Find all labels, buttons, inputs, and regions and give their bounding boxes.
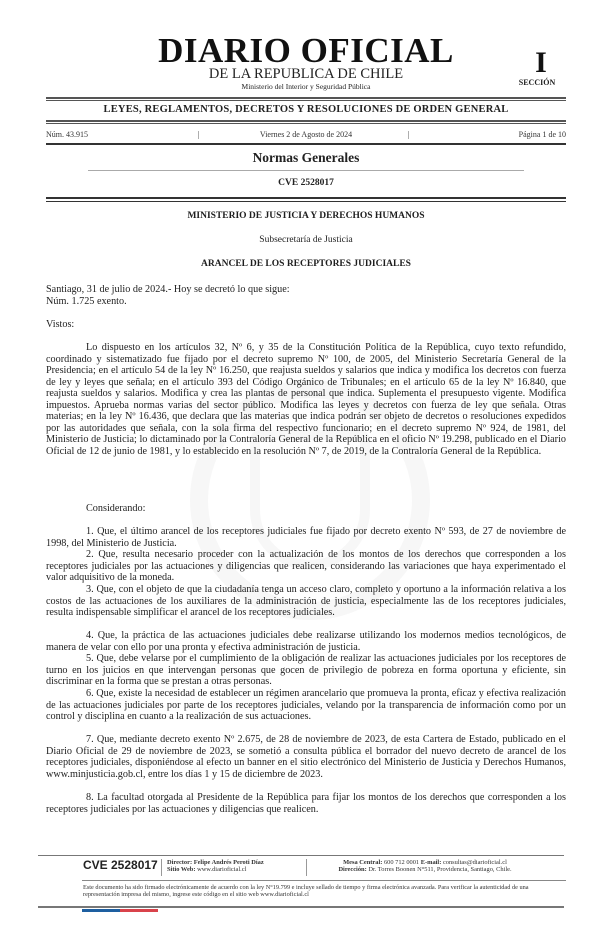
masthead-rule-2 — [46, 100, 566, 101]
web-label: Sitio Web: — [167, 866, 196, 873]
decree-number: Núm. 1.725 exento. — [46, 295, 127, 307]
vistos-text: Lo dispuesto en los artículos 32, Nº 6, y 35 de la Constitución Política de la República, cuyo texto refundido, coordinado y sistematizado fue fijado por el decreto supremo Nº 100, de 2005, del Ministerio Secretaría General de la Presidencia; en el artículo 54 de la ley Nº 16.250, que reajusta sueldos y salarios que indica y modifica los decretos con fuerza de ley y leyes que señala; en el artículo 393 del Código Orgánico de Tribunales; en el artículo 65 de la ley Nº 16.840, que reajusta sueldos y salarios. Modifica y crea las plantas de personal que indica. Suplementa el presupuesto vigente. Modifica impuestos. Aprueba normas varias del sector público. Modifica las leyes y decretos con fuerza de ley que señala. Otras materias; en la ley Nº 16.436, que declara que las materias que indica podrán ser objeto de decretos o resoluciones expedidos por las autoridades que señala, con la sola firma del respectivo funcionario; en el decreto supremo Nº 924, de 1981, del Ministerio de Justicia; lo dictaminado por la Contraloría General de la República en el oficio Nº 19.298, publicado en el Diario Oficial de 12 de junio de 1981, y lo establecido en la resolución Nº 7, de 2019, de la Contraloría General de la República. — [46, 342, 566, 457]
email-label: E-mail: — [420, 859, 442, 866]
band-rule-1 — [46, 120, 566, 122]
footer-director-block — [167, 859, 264, 873]
band-label: LEYES, REGLAMENTOS, DECRETOS Y RESOLUCIONES DE ORDEN GENERAL — [103, 104, 509, 115]
publication-title: DIARIO OFICIAL — [158, 31, 454, 70]
considerando-item: 6. Que, existe la necesidad de establecer un régimen arancelario que promueva la pronta, eficaz y efectiva realización de las actuaciones judiciales por parte de los receptores judiciales, velando por la transparencia de información como por un control y disciplina en cuanto a la realización de sus actuaciones. — [46, 688, 566, 723]
footer-separator — [306, 859, 307, 876]
header-rule-2 — [46, 201, 566, 203]
meta-separator: | — [408, 130, 410, 139]
section-numeral: I — [535, 46, 547, 79]
section-heading: Normas Generales — [252, 150, 360, 165]
considerando-item: 7. Que, mediante decreto exento Nº 2.675, de 28 de noviembre de 2023, de esta Cartera de Estado, publicado en el Diario Oficial de 29 de noviembre de 2023, se sometió a consulta pública el borrador del nuevo decreto de arancel de los receptores judiciales, disponiéndose al efecto un banner en el sitio electrónico del Ministerio de Justicia y Derechos Humanos, www.minjusticia.gob.cl, entre los días 1 y 15 de diciembre de 2023. — [46, 734, 566, 780]
considerando-item: 3. Que, con el objeto de que la ciudadanía tenga un acceso claro, completo y oportuno a la información relativa a los costos de las actuaciones de los auxiliares de la administración de justicia, especialmente las de los receptores judiciales, resulta indispensable simplificar el arancel de los receptores judiciales. — [46, 584, 566, 619]
address-label: Dirección: — [338, 866, 367, 873]
director-label: Director: — [167, 859, 193, 866]
footer-rule-bottom — [38, 906, 564, 908]
considerando-label: Considerando: — [86, 503, 146, 514]
footer-separator — [161, 859, 162, 876]
section-divider — [88, 170, 524, 171]
vistos-label: Vistos: — [46, 319, 75, 330]
cve-code: CVE 2528017 — [278, 178, 334, 188]
considerando-item: 5. Que, debe velarse por el cumplimiento de la obligación de realizar las actuaciones judiciales por los receptores de turno en los juicios en que intervengan personas que gocen de privilegio de pobreza en forma oportuna y eficiente, sin discriminar en la forma que se prestan a otras personas. — [46, 653, 566, 688]
issue-meta-row — [46, 129, 566, 141]
director-name: Felipe Andrés Peroti Díaz — [193, 859, 264, 866]
footer-rule-mid — [82, 880, 566, 881]
email-link[interactable]: consultas@diarioficial.cl — [442, 859, 507, 866]
publication-subtitle: DE LA REPUBLICA DE CHILE — [208, 66, 404, 82]
mesa-phone: 600 712 0001 — [383, 859, 420, 866]
considerando-item: 2. Que, resulta necesario proceder con la actualización de los montos de los derechos que corresponden a los receptores judiciales por las actuaciones y diligencias que realicen, considerando las variaciones que haya experimentado el valor adquisitivo de la moneda. — [46, 549, 566, 584]
web-link[interactable]: www.diarioficial.cl — [197, 866, 247, 873]
footer-cve-code: CVE 2528017 — [83, 858, 158, 872]
issue-number: Núm. 43.915 — [46, 130, 88, 139]
issuing-ministry: MINISTERIO DE JUSTICIA Y DERECHOS HUMANOS — [187, 211, 425, 221]
mesa-label: Mesa Central: — [343, 859, 383, 866]
considerando-item: 1. Que, el último arancel de los receptores judiciales fue fijado por decreto exento Nº 593, de 27 de noviembre de 1998, del Ministerio de Justicia. — [46, 526, 566, 549]
meta-rule — [46, 143, 566, 145]
footer-rule-top — [38, 855, 564, 856]
considerando-item: 4. Que, la práctica de las actuaciones judiciales debe realizarse utilizando los modernos medios tecnológicos, de manera de velar con ello por una pronta y efectiva administración de justicia. — [46, 630, 566, 653]
masthead-rule-1 — [46, 97, 566, 99]
document-title: ARANCEL DE LOS RECEPTORES JUDICIALES — [201, 259, 411, 269]
band-rule-2 — [46, 123, 566, 124]
header-rule-1 — [46, 197, 566, 199]
footer-contact-block — [318, 859, 532, 873]
opening-line: Santiago, 31 de julio de 2024.- Hoy se decretó lo que sigue: — [46, 284, 290, 295]
page-indicator: Página 1 de 10 — [518, 130, 566, 139]
masthead — [0, 0, 612, 96]
flag-stripe-blue — [82, 909, 120, 912]
publication-ministry: Ministerio del Interior y Seguridad Pública — [241, 82, 371, 91]
issue-date: Viernes 2 de Agosto de 2024 — [259, 130, 353, 139]
signature-note: Este documento ha sido firmado electrónicamente de acuerdo con la ley N°19.799 e incluye sellado de tiempo y firma electrónica avanzada. Para verificar la autenticidad de una representación impresa del mismo, ingrese este código en el sitio web www.diarioficial.cl — [83, 884, 529, 898]
section-label: SECCIÓN — [518, 78, 556, 87]
subsecretaria: Subsecretaría de Justicia — [259, 235, 353, 245]
meta-separator: | — [198, 130, 200, 139]
flag-stripe-red — [120, 909, 158, 912]
considerando-item: 8. La facultad otorgada al Presidente de la República para fijar los montos de los derechos que corresponden a los receptores judiciales por las actuaciones y diligencias que realicen. — [46, 792, 566, 815]
address-value: Dr. Torres Boonen N°511, Providencia, Santiago, Chile. — [368, 866, 512, 873]
